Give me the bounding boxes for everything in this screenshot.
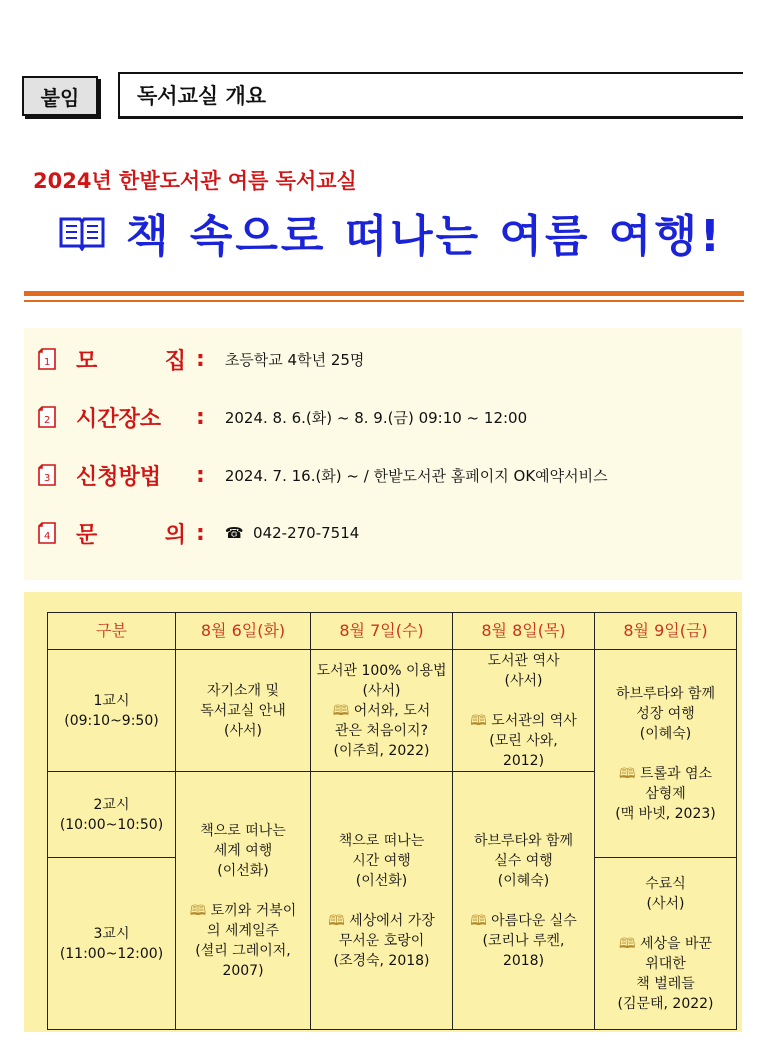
book-icon: 🕮: [618, 935, 636, 952]
phone-icon: ☎: [224, 524, 244, 542]
numbered-doc-icon: [38, 406, 56, 428]
info-label-2: 집: [164, 348, 186, 374]
event-subtitle: 2024년 한밭도서관 여름 독서교실: [33, 169, 357, 193]
main-title-text: 책 속으로 떠나는 여름 여행!: [126, 211, 723, 262]
session-cell: 자기소개 및 독서교실 안내 (사서): [176, 650, 311, 772]
header-bottom-rule: [118, 116, 743, 119]
info-value: 2024. 7. 16.(화) ~ / 한밭도서관 홈페이지 OK예약서비스: [224, 466, 608, 485]
orange-divider-thin: [24, 300, 744, 302]
svg-text:3: 3: [44, 473, 51, 484]
book-icon: 🕮: [332, 702, 350, 719]
main-title: [58, 200, 723, 264]
info-label: 문: [76, 522, 98, 548]
header-cell: 구분: [48, 613, 176, 650]
info-row-application: [38, 458, 608, 492]
book-icon: 🕮: [328, 912, 345, 929]
header-top-rule: [118, 72, 743, 74]
period-cell: 3교시 (11:00~12:00): [48, 858, 176, 1030]
session-cell: 책으로 떠나는 세계 여행 (이선화) 🕮 토끼와 거북이 의 세계일주 (셜리 그레이저, 2007): [176, 772, 311, 1030]
info-colon: :: [196, 404, 205, 430]
header-cell: 8월 6일(화): [176, 613, 311, 650]
table-row: [48, 650, 737, 772]
session-cell: 도서관 역사 (사서) 🕮 도서관의 역사 (모린 사와, 2012): [453, 650, 595, 772]
numbered-doc-icon: [38, 522, 56, 544]
session-cell: 하브루타와 함께 실수 여행 (이혜숙) 🕮 아름다운 실수 (코리나 루켄, 2018): [453, 772, 595, 1030]
info-colon: :: [196, 520, 205, 546]
info-row-schedule: [38, 400, 527, 434]
session-cell: 하브루타와 함께 성장 여행 (이혜숙) 🕮 트롤과 염소 삼형제 (맥 바넷, 2023): [595, 650, 737, 858]
numbered-doc-icon: [38, 464, 56, 486]
document-title: 독서교실 개요: [137, 84, 267, 108]
svg-text:1: 1: [44, 357, 51, 368]
info-label: 시간장소: [76, 406, 162, 432]
schedule-table: [47, 612, 737, 1030]
book-icon: 🕮: [470, 912, 487, 929]
orange-divider-thick: [24, 291, 744, 296]
book-icon: 🕮: [618, 765, 636, 782]
session-cell: 수료식 (사서) 🕮 세상을 바꾼 위대한 책 벌레들 (김문태, 2022): [595, 858, 737, 1030]
info-colon: :: [196, 346, 205, 372]
info-value: [225, 524, 360, 542]
period-cell: 1교시 (09:10~9:50): [48, 650, 176, 772]
attachment-label: 붙임: [22, 76, 98, 116]
header-cell: 8월 8일(목): [453, 613, 595, 650]
period-cell: 2교시 (10:00~10:50): [48, 772, 176, 858]
info-value: 2024. 8. 6.(화) ~ 8. 9.(금) 09:10 ~ 12:00: [224, 408, 528, 427]
info-label: 모: [76, 348, 98, 374]
info-row-recruit: [38, 342, 364, 376]
info-label-2: 의: [164, 522, 186, 548]
info-colon: :: [196, 462, 205, 488]
table-header-row: [48, 613, 737, 650]
header-cell: 8월 9일(금): [595, 613, 737, 650]
session-cell: 책으로 떠나는 시간 여행 (이선화) 🕮 세상에서 가장 무서운 호랑이 (조경숙, 2018): [311, 772, 453, 1030]
svg-text:2: 2: [44, 415, 51, 426]
numbered-doc-icon: [38, 348, 56, 370]
svg-text:4: 4: [44, 531, 51, 542]
info-label: 신청방법: [76, 464, 162, 490]
info-value: 초등학교 4학년 25명: [224, 350, 365, 369]
header-cell: 8월 7일(수): [311, 613, 453, 650]
phone-number: 042-270-7514: [253, 524, 360, 542]
session-cell: 도서관 100% 이용법 (사서) 🕮 어서와, 도서 관은 처음이지? (이주희, 2022): [311, 650, 453, 772]
header-side-rule: [118, 72, 120, 118]
open-book-icon: [58, 213, 106, 251]
info-row-contact: [38, 516, 359, 550]
book-icon: 🕮: [470, 712, 487, 729]
book-icon: 🕮: [189, 902, 207, 919]
